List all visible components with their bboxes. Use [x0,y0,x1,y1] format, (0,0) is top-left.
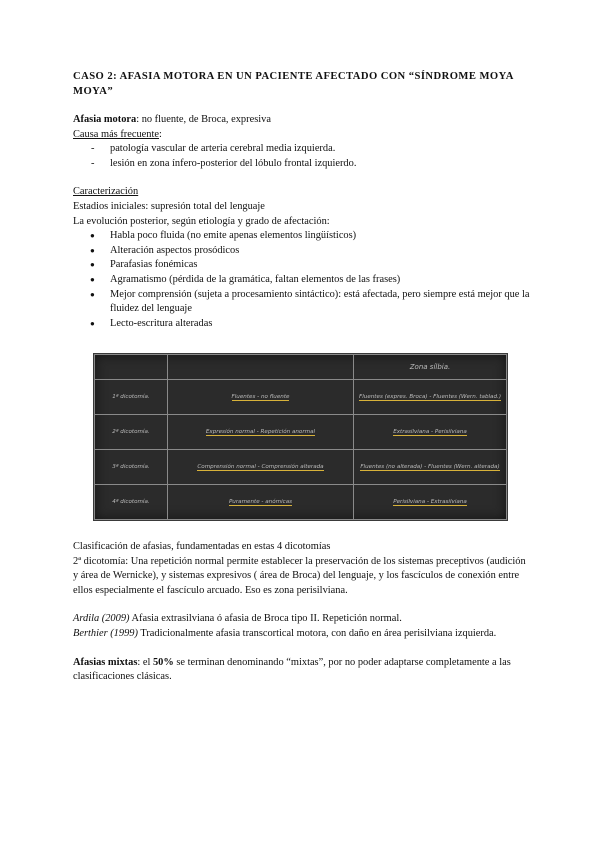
table-cell [354,380,507,415]
list-item: ● Parafasias fonémicas [73,258,533,273]
list-item: - lesión en zona ínfero-posterior del lóbulo frontal izquierdo. [73,157,533,172]
table-row [95,355,507,380]
ref-text: Afasia extrasilviana ó afasia de Broca tipo II. Repetición normal. [129,613,402,625]
list-item: ● Lecto-escritura alteradas [73,317,533,332]
table-row [95,450,507,485]
table-cell [168,415,354,450]
table-cell: 2ª dicotomía. [95,415,168,450]
highlighted-text: Expresión normal - Repetición anormal [205,428,316,435]
document-body [73,70,533,331]
mixtas-term: Afasias mixtas [73,656,138,668]
ref-author: Ardila (2009) [73,613,130,625]
table-cell: 3ª dicotomía. [95,450,168,485]
table-cell [168,450,354,485]
list-item: ● Mejor comprensión (sujeta a procesamiento sintáctico): está afectada, pero siempre está mejor que la fluidez del lenguaje [73,288,533,317]
table-cell [95,355,168,380]
ref-author: Berthier (1999) [73,627,138,639]
causa-list [73,142,533,171]
table-cell [168,380,354,415]
mixtas-pct: 50% [152,656,174,668]
caracterizacion-heading-text: Caracterización [73,186,139,198]
page-title: CASO 2: AFASIA MOTORA EN UN PACIENTE AFECTADO CON “SÍNDROME MOYA MOYA” [73,71,514,97]
table-cell: 1ª dicotomía. [95,380,168,415]
causa-colon: : [158,128,162,140]
highlighted-text: Fluentes - no fluente [231,393,290,400]
caracterizacion-heading [73,185,533,200]
causa-heading [73,128,533,143]
caracterizacion-bullets [73,229,533,331]
caracterizacion-line1: Estadios iniciales: supresión total del lenguaje [73,200,265,212]
mixtas-pre: : el [137,656,153,668]
highlighted-text: Puramente - anómicas [228,498,293,505]
table-cell [354,415,507,450]
blackboard-image [93,353,508,521]
dicotomias-table [94,354,507,520]
table-cell: Zona sílbia. [354,355,507,380]
clasificacion-line1: Clasificación de afasias, fundamentadas en estas 4 dicotomías [73,541,331,552]
highlighted-text: Extrasilviana - Perisilviana [393,428,467,435]
list-item: ● Habla poco fluida (no emite apenas elementos lingüísticos) [73,229,533,244]
mixtas-post: se terminan denominando “mixtas”, por no poder adaptarse completamente a las clasificaciones clásicas. [73,656,511,683]
clasificacion-line2: 2ª dicotomía: Una repetición normal permite establecer la preservación de los sistemas preceptivos (audición y área de Wernicke), y sistemas expresivos ( área de Broca) del lenguaje, y los fascículos de conexión entre ellos especialmente el fascículo arcuado. Eso es zona perisilviana. [73,555,526,596]
highlighted-text: Comprensión normal - Comprensión alterada [197,463,324,470]
list-item: ● Alteración aspectos prosódicos [73,244,533,259]
table-row [95,415,507,450]
highlighted-text: Fluentes (expres. Broca) - Fluentes (Wern. tablad.) [359,393,501,400]
highlighted-text: Perisilviana - Extrasilviana [393,498,467,505]
table-row [95,380,507,415]
table-cell [354,485,507,520]
ref-ardila [73,612,533,627]
afasia-motora-line [73,113,533,128]
table-row [95,485,507,520]
document-body-lower [73,540,533,685]
ref-berthier [73,627,533,642]
highlighted-text: Fluentes (no alterada) - Fluentes (Wern. alterada) [360,463,500,470]
mixtas-paragraph [73,656,533,685]
afasia-motora-term: Afasia motora [73,114,137,125]
caracterizacion-line2: La evolución posterior, según etiología y grado de afectación: [73,215,330,227]
list-item: ● Agramatismo (pérdida de la gramática, faltan elementos de las frases) [73,273,533,288]
afasia-motora-text: : no fluente, de Broca, expresiva [136,114,271,125]
table-cell [168,485,354,520]
table-cell [168,355,354,380]
table-cell: 4ª dicotomía. [95,485,168,520]
ref-text: Tradicionalmente afasia transcortical motora, con daño en área perisilviana izquierda. [137,627,497,639]
list-item: - patología vascular de arteria cerebral media izquierda. [73,142,533,157]
table-cell [354,450,507,485]
causa-heading-text: Causa más frecuente [73,128,159,140]
